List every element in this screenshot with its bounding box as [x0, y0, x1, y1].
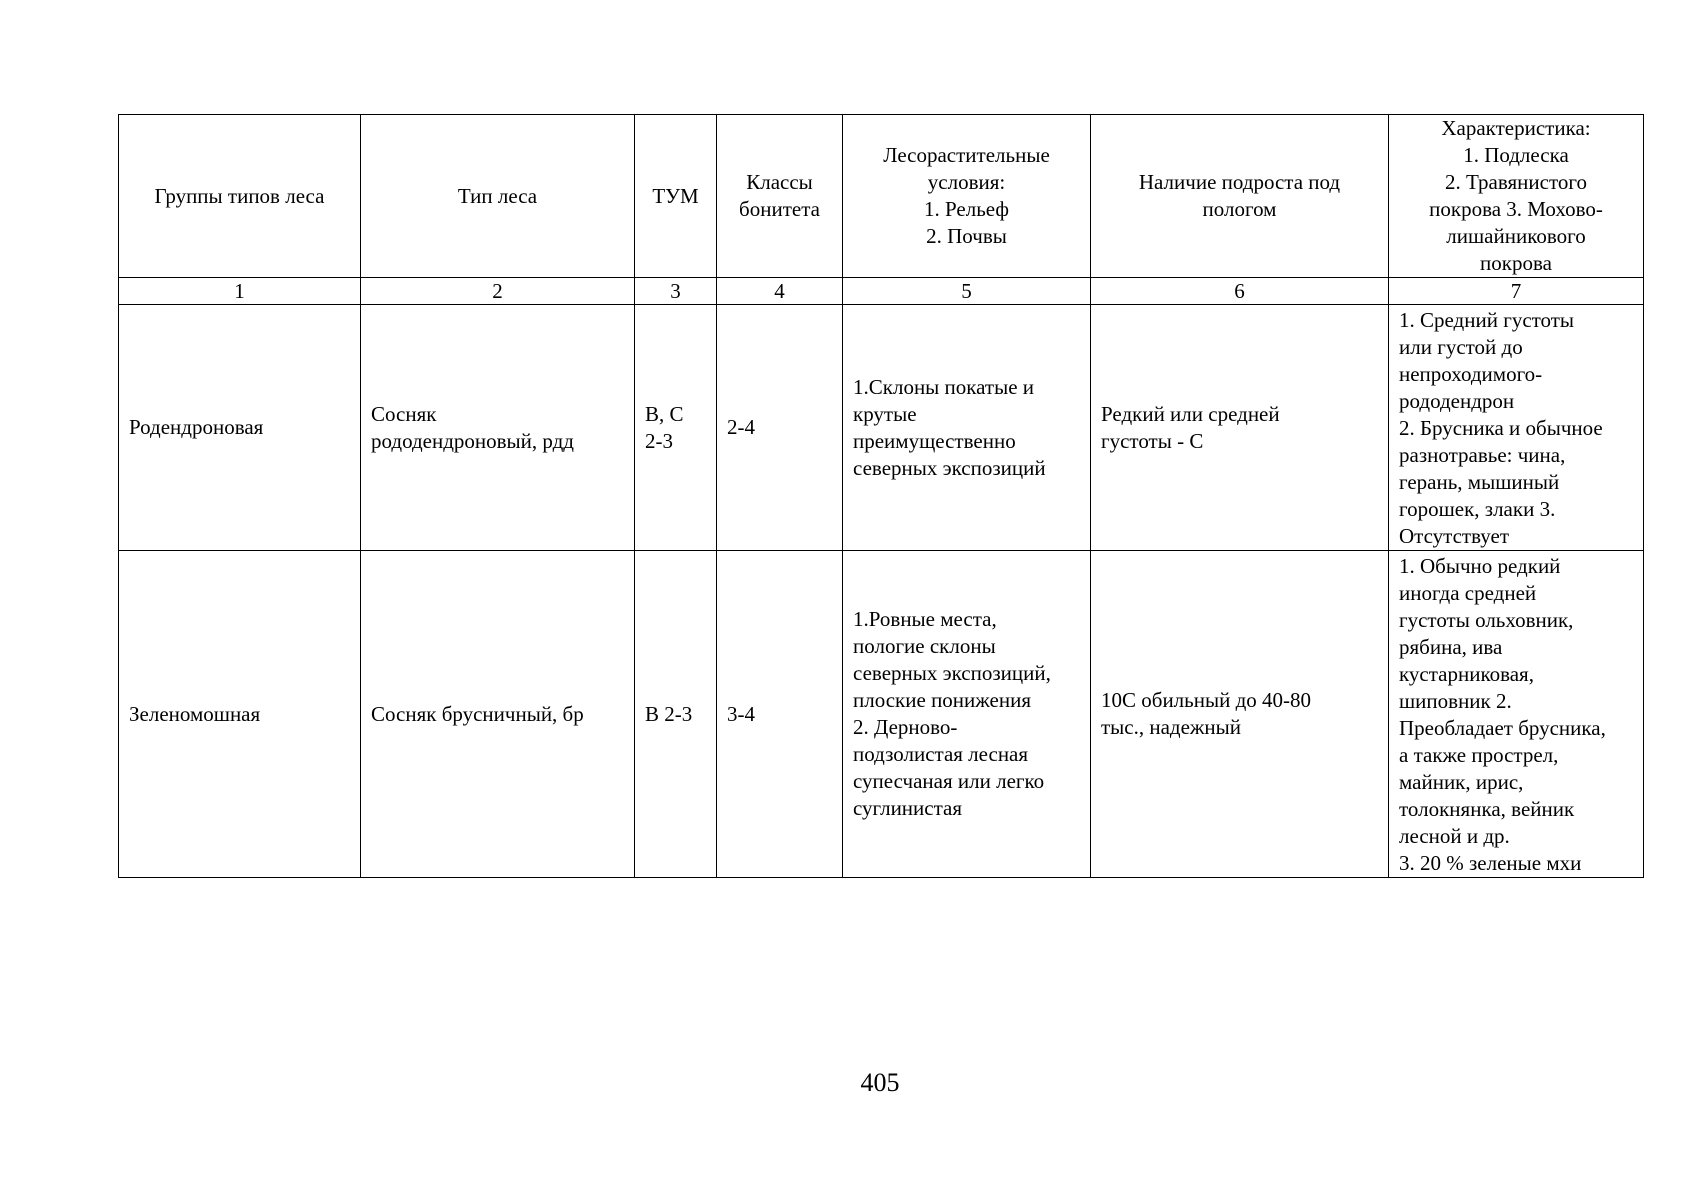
cell-tum: В 2-3 — [635, 551, 717, 878]
column-number: 4 — [717, 278, 843, 305]
column-number: 6 — [1091, 278, 1389, 305]
table-row — [119, 305, 1644, 551]
cell-undergrowth: 10С обильный до 40-80 тыс., надежный — [1091, 551, 1389, 878]
cell-undergrowth: Редкий или средней густоты - С — [1091, 305, 1389, 551]
cell-site-class: 3-4 — [717, 551, 843, 878]
page-number: 405 — [860, 1068, 900, 1097]
forest-types-table — [118, 114, 1644, 878]
column-number: 5 — [843, 278, 1091, 305]
table-row — [119, 551, 1644, 878]
column-number-row — [119, 278, 1644, 305]
cell-characteristics: 1. Обычно редкий иногда средней густоты ольховник, рябина, ива кустарниковая, шиповник 2. Преобладает брусника, а также прострел, майник, ирис, толокнянка, вейник лесной и др. 3. 20 % зеленые мхи — [1389, 551, 1644, 878]
header-forest-type: Тип леса — [361, 115, 635, 278]
header-site-class: Классы бонитета — [717, 115, 843, 278]
header-characteristics: Характеристика: 1. Подлеска 2. Травянистого покрова 3. Мохово- лишайникового покрова — [1389, 115, 1644, 278]
column-number: 7 — [1389, 278, 1644, 305]
cell-site-class: 2-4 — [717, 305, 843, 551]
header-growing-conditions: Лесорастительные условия: 1. Рельеф 2. Почвы — [843, 115, 1091, 278]
column-number: 3 — [635, 278, 717, 305]
cell-characteristics: 1. Средний густоты или густой до непроходимого- рододендрон 2. Брусника и обычное разнотравье: чина, герань, мышиный горошек, злаки 3. Отсутствует — [1389, 305, 1644, 551]
cell-forest-type-group: Зеленомошная — [119, 551, 361, 878]
cell-tum: В, С 2-3 — [635, 305, 717, 551]
column-number: 2 — [361, 278, 635, 305]
header-row — [119, 115, 1644, 278]
column-number: 1 — [119, 278, 361, 305]
cell-forest-type-group: Родендроновая — [119, 305, 361, 551]
cell-forest-type: Сосняк рододендроновый, рдд — [361, 305, 635, 551]
header-tum: ТУМ — [635, 115, 717, 278]
header-undergrowth: Наличие подроста под пологом — [1091, 115, 1389, 278]
cell-growing-conditions: 1.Ровные места, пологие склоны северных экспозиций, плоские понижения 2. Дерново- подзолистая лесная супесчаная или легко суглинистая — [843, 551, 1091, 878]
cell-forest-type: Сосняк брусничный, бр — [361, 551, 635, 878]
cell-growing-conditions: 1.Склоны покатые и крутые преимущественно северных экспозиций — [843, 305, 1091, 551]
header-forest-type-group: Группы типов леса — [119, 115, 361, 278]
